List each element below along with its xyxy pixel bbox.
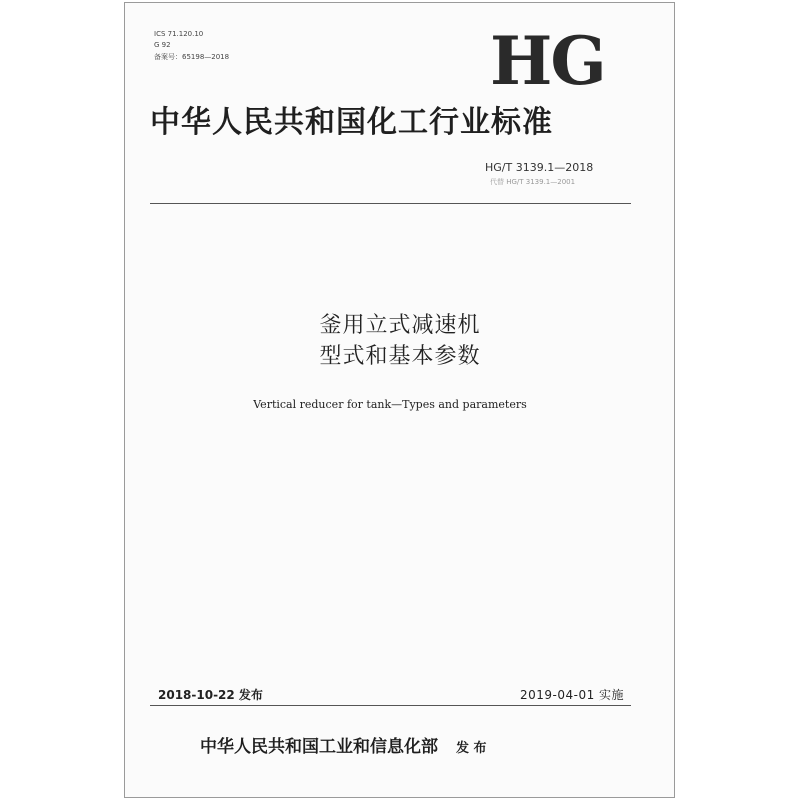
standard-code: HG/T 3139.1—2018 [485, 161, 594, 174]
title-en: Vertical reducer for tank—Types and parameters [253, 398, 527, 411]
title-cn-line2: 型式和基本参数 [319, 344, 481, 369]
hg-logo: HG [490, 22, 605, 100]
issuer-name: 中华人民共和国工业和信息化部 [200, 737, 438, 757]
issuer-action: 发 布 [456, 741, 487, 756]
record-number: 备案号：65198—2018 [154, 53, 230, 61]
top-divider [150, 203, 631, 204]
replaces-note: 代替 HG/T 3139.1—2001 [490, 178, 576, 186]
title-cn-line1: 釜用立式减速机 [319, 313, 481, 338]
bottom-divider [150, 705, 631, 706]
issuer-line [200, 736, 487, 760]
ics-number: ICS 71.120.10 [154, 30, 204, 38]
ccs-number: G 92 [154, 41, 171, 49]
standard-category-title: 中华人民共和国化工行业标准 [150, 105, 553, 140]
implementation-date: 2019-04-01 实施 [520, 688, 625, 702]
issue-date: 2018-10-22 发布 [158, 688, 263, 702]
